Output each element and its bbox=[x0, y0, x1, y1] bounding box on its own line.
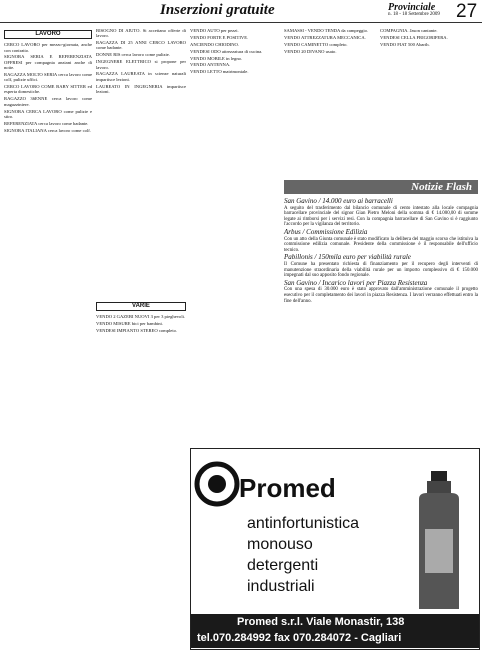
ad-item: SIGNORA ITALIANA cerca lavoro come colf. bbox=[4, 127, 91, 133]
page-number: 27 bbox=[456, 1, 478, 22]
detergent-bottle-icon bbox=[409, 469, 469, 614]
ad-company-address: Promed s.r.l. Viale Monastir, 138 bbox=[237, 616, 405, 628]
ad-item: VENDO ATTREZZATURA MECCANICA. bbox=[284, 34, 366, 40]
ad-item: SIGNORA CERCA LAVORO come pulizie e stiro. bbox=[4, 108, 92, 119]
section-title: Inserzioni gratuite bbox=[160, 2, 275, 18]
issue-date: n. 18 - 18 Settembre 2009 bbox=[388, 12, 440, 17]
ad-item: RAGAZZA LAUREATA in scienze naturali impartisce lezioni. bbox=[96, 71, 186, 82]
ad-item: VENDO AUTO per pezzi. bbox=[190, 28, 239, 33]
article-body: A seguito del trasferimento dal bilancio comunale di cento intestato alla locale compagnia barracellare provinciale del signor Gian Pietro Meloni della somma di € 14.000,00 di somme legate ai rimborsi per i servizi resi. Con la compagnia barracellare di San Gavino si è raggiunto l'accordo per la vigilanza del territorio. bbox=[284, 205, 478, 228]
slogan-line: antinfortunistica bbox=[247, 515, 360, 532]
classifieds-column-2 bbox=[96, 28, 186, 653]
ad-contact-band bbox=[191, 614, 479, 648]
ad-item: VENDO 2 GAZEBI NUOVI 3 per 3 pieghevoli. bbox=[96, 314, 186, 320]
page-header bbox=[0, 0, 482, 23]
newspaper-name: Provinciale bbox=[388, 2, 436, 13]
ad-item: INGEGNERE ELETTRICO si propone per lavoro. bbox=[96, 59, 186, 70]
ad-item: VENDO FIAT 500 Abarth. bbox=[380, 41, 430, 47]
ad-item: VENDESI ODO attrezzatura di cucina. bbox=[190, 48, 263, 54]
ad-item: CERCO LAVORO COME BABY SITTER ed esperta domestiche. bbox=[4, 84, 92, 95]
article-title: San Gavino / Incarico lavori per Piazza Resistenza bbox=[284, 278, 428, 287]
classifieds-column-5 bbox=[380, 28, 478, 184]
slogan-line: industriali bbox=[247, 578, 315, 595]
ad-item: CERCO LAVORO per mezzo-giornata, anche con contratto. bbox=[4, 42, 92, 53]
ad-item: VENDO FORTE E POSITIVE. bbox=[190, 34, 249, 40]
ad-item: VENDESI CELLA FRIGORIFERA. bbox=[380, 34, 448, 40]
notizie-banner bbox=[284, 180, 478, 194]
ad-item: VENDO MISURE bici per bambini. bbox=[96, 321, 163, 327]
promed-logo-text: Promed bbox=[239, 473, 336, 503]
article-title: San Gavino / 14.000 euro ai barracelli bbox=[284, 197, 393, 205]
classifieds-column-4 bbox=[284, 28, 376, 184]
ad-item: COMPAGNIA. Jason cantante. bbox=[380, 28, 438, 33]
ad-item: VENDESI IMPIANTO STEREO completo. bbox=[96, 328, 178, 334]
ad-item: REFERENZIATA cerca lavoro come badante. bbox=[4, 120, 89, 126]
classifieds-column-3 bbox=[190, 28, 280, 428]
notizie-banner-title: Notizie Flash bbox=[411, 181, 472, 193]
ad-item: LAUREATO IN INGEGNERIA impartisce lezioni. bbox=[96, 83, 186, 94]
article-body: Con un atto della Giunta comunale è stato modificato la delibera del maggio scorso che istituiva la commissione edilizia comunale. Presidente della commissione è il responsabile dell'ufficio tecnico. bbox=[284, 236, 478, 253]
ad-item: RAGAZZA MOLTO SERIA cerca lavoro come colf, pulizie uffici. bbox=[4, 71, 92, 83]
ad-phone-numbers: tel.070.284992 fax 070.284072 - Cagliari bbox=[197, 632, 402, 644]
section-head-lavoro: LAVORO bbox=[4, 30, 92, 39]
promed-logo-icon bbox=[195, 457, 336, 511]
ad-item: RAGAZZO 36ENNE cerca lavoro come magazziniere. bbox=[4, 96, 92, 107]
article-body: Il Comune ha presentato richiesta di finanziamento per il recupero degli interventi di manutenzione straordinaria della viabilità rurale per un importo complessivo di € 150.000 impegnati dal suo apposito fondo regionale. bbox=[284, 261, 478, 279]
ad-slogan bbox=[247, 513, 367, 597]
ad-item: BISOGNO DI AIUTO. Si accettano offerte di lavoro. bbox=[96, 28, 186, 39]
slogan-line: monouso bbox=[247, 536, 313, 553]
ad-item: ANCIENDO CHIODINO. bbox=[190, 41, 239, 47]
section-head-varie: VARIE bbox=[96, 302, 186, 311]
article-title: Arbus / Commissione Edilizia bbox=[284, 227, 368, 236]
article-title: Pabillonis / 150mila euro per viabilità rurale bbox=[284, 253, 411, 262]
ad-item: RAGAZZA DI 25 ANNI CERCO LAVORO come badante. bbox=[96, 40, 186, 51]
slogan-line: detergenti bbox=[247, 557, 319, 574]
ad-item: VENDO MOBILE in legno. bbox=[190, 55, 243, 61]
ad-item: VENDO ANTENNA. bbox=[190, 62, 231, 68]
ad-item: SAMASSI - VENDO TENDA da campeggio. bbox=[284, 28, 369, 33]
ad-item: VENDO LETTO matrimoniale. bbox=[190, 69, 249, 75]
ad-item: VENDO 20 DIVANO usato. bbox=[284, 48, 337, 54]
classifieds-column-1 bbox=[4, 28, 92, 653]
promed-advertisement bbox=[190, 448, 480, 650]
ad-item: VENDO CAMINETTO completo. bbox=[284, 41, 348, 47]
article-body: Con una spesa di 30.000 euro è stato approvato dall'amministrazione comunale il progetto esecutivo per il completamento dei lavori in piazza Resistenza. I lavori verranno effettuati entro la fine dell'anno. bbox=[284, 287, 478, 304]
ad-item: DONNE RIS cerca lavoro come pulizie. bbox=[96, 52, 170, 58]
varie-section bbox=[96, 300, 186, 335]
ad-item: SIGNORA SERIA E REFERENZIATA OFFRESI per compagnia anziani anche di notte. bbox=[4, 54, 92, 71]
